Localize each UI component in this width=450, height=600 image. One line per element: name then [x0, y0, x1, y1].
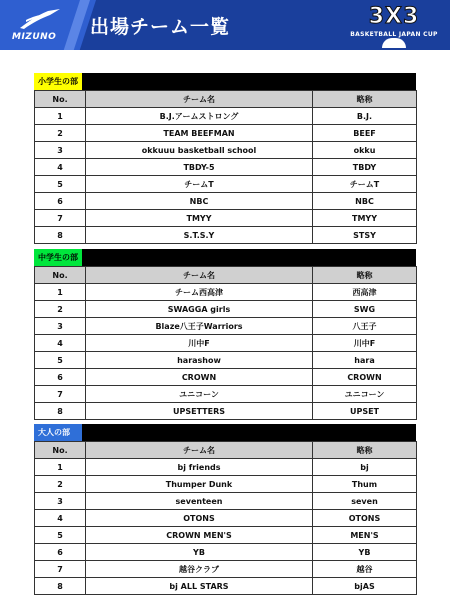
row-team-name: seventeen — [86, 493, 313, 510]
row-short-name: 八王子 — [313, 318, 417, 335]
section-adult — [34, 424, 416, 595]
column-short-header: 略称 — [313, 442, 417, 459]
row-team-name: okkuuu basketball school — [86, 142, 313, 159]
row-team-name: 越谷クラブ — [86, 561, 313, 578]
column-name-header: チーム名 — [86, 91, 313, 108]
table-row — [35, 386, 417, 403]
row-no: 6 — [35, 544, 86, 561]
column-no-header: No. — [35, 91, 86, 108]
row-short-name: CROWN — [313, 369, 417, 386]
column-no-header: No. — [35, 442, 86, 459]
row-team-name: B.J.アームストロング — [86, 108, 313, 125]
team-table — [34, 266, 417, 420]
row-short-name: UPSET — [313, 403, 417, 420]
row-short-name: okku — [313, 142, 417, 159]
row-no: 7 — [35, 561, 86, 578]
row-short-name: bj — [313, 459, 417, 476]
table-row — [35, 227, 417, 244]
table-row — [35, 142, 417, 159]
row-team-name: SWAGGA girls — [86, 301, 313, 318]
row-short-name: 西高津 — [313, 284, 417, 301]
table-row — [35, 369, 417, 386]
section-header — [34, 424, 416, 441]
page-header — [0, 0, 450, 50]
section-label: 小学生の部 — [34, 73, 82, 90]
column-no-header: No. — [35, 267, 86, 284]
section-label: 中学生の部 — [34, 249, 82, 266]
row-team-name: S.T.S.Y — [86, 227, 313, 244]
row-no: 3 — [35, 318, 86, 335]
row-team-name: 川中F — [86, 335, 313, 352]
table-row — [35, 193, 417, 210]
row-team-name: ユニコーン — [86, 386, 313, 403]
row-no: 6 — [35, 369, 86, 386]
row-team-name: OTONS — [86, 510, 313, 527]
table-row — [35, 561, 417, 578]
table-row — [35, 176, 417, 193]
table-row — [35, 284, 417, 301]
row-no: 8 — [35, 227, 86, 244]
section-label: 大人の部 — [34, 424, 82, 441]
row-no: 1 — [35, 284, 86, 301]
row-short-name: OTONS — [313, 510, 417, 527]
row-short-name: Thum — [313, 476, 417, 493]
row-short-name: ユニコーン — [313, 386, 417, 403]
row-no: 3 — [35, 142, 86, 159]
row-short-name: TMYY — [313, 210, 417, 227]
row-team-name: TBDY-5 — [86, 159, 313, 176]
table-row — [35, 318, 417, 335]
row-short-name: YB — [313, 544, 417, 561]
row-team-name: チーム西高津 — [86, 284, 313, 301]
row-no: 5 — [35, 527, 86, 544]
row-team-name: bj ALL STARS — [86, 578, 313, 595]
table-row — [35, 493, 417, 510]
row-no: 1 — [35, 108, 86, 125]
row-team-name: YB — [86, 544, 313, 561]
page-title: 出場チーム一覧 — [90, 16, 231, 38]
row-team-name: CROWN MEN'S — [86, 527, 313, 544]
row-no: 7 — [35, 210, 86, 227]
row-short-name: B.J. — [313, 108, 417, 125]
row-short-name: NBC — [313, 193, 417, 210]
row-no: 4 — [35, 159, 86, 176]
row-no: 2 — [35, 301, 86, 318]
table-row — [35, 476, 417, 493]
row-no: 2 — [35, 476, 86, 493]
row-short-name: チームT — [313, 176, 417, 193]
row-team-name: CROWN — [86, 369, 313, 386]
row-no: 1 — [35, 459, 86, 476]
table-row — [35, 578, 417, 595]
section-header — [34, 73, 416, 90]
column-name-header: チーム名 — [86, 442, 313, 459]
row-short-name: STSY — [313, 227, 417, 244]
table-row — [35, 301, 417, 318]
table-row — [35, 527, 417, 544]
row-team-name: TEAM BEEFMAN — [86, 125, 313, 142]
table-row — [35, 125, 417, 142]
row-team-name: bj friends — [86, 459, 313, 476]
runbird-icon — [18, 8, 62, 30]
table-row — [35, 403, 417, 420]
row-no: 4 — [35, 510, 86, 527]
row-short-name: bjAS — [313, 578, 417, 595]
row-short-name: seven — [313, 493, 417, 510]
team-table — [34, 441, 417, 595]
table-row — [35, 335, 417, 352]
row-no: 5 — [35, 176, 86, 193]
row-no: 4 — [35, 335, 86, 352]
row-team-name: NBC — [86, 193, 313, 210]
row-short-name: SWG — [313, 301, 417, 318]
row-no: 8 — [35, 403, 86, 420]
row-short-name: MEN'S — [313, 527, 417, 544]
brand-name: MIZUNO — [12, 32, 57, 42]
table-row — [35, 352, 417, 369]
column-name-header: チーム名 — [86, 267, 313, 284]
row-team-name: harashow — [86, 352, 313, 369]
row-no: 6 — [35, 193, 86, 210]
cup-logo-mark: 3X3 — [368, 4, 420, 29]
column-short-header: 略称 — [313, 91, 417, 108]
row-team-name: TMYY — [86, 210, 313, 227]
table-row — [35, 108, 417, 125]
row-team-name: Thumper Dunk — [86, 476, 313, 493]
column-short-header: 略称 — [313, 267, 417, 284]
cup-logo — [344, 4, 444, 48]
table-row — [35, 459, 417, 476]
row-short-name: 川中F — [313, 335, 417, 352]
row-no: 2 — [35, 125, 86, 142]
row-no: 5 — [35, 352, 86, 369]
section-elementary — [34, 73, 416, 244]
row-team-name: Blaze八王子Warriors — [86, 318, 313, 335]
row-short-name: 越谷 — [313, 561, 417, 578]
mizuno-logo — [6, 8, 76, 42]
row-short-name: hara — [313, 352, 417, 369]
row-no: 8 — [35, 578, 86, 595]
table-row — [35, 210, 417, 227]
cup-logo-subtitle: BASKETBALL JAPAN CUP — [350, 31, 438, 38]
section-header — [34, 249, 416, 266]
row-no: 3 — [35, 493, 86, 510]
table-row — [35, 544, 417, 561]
table-row — [35, 159, 417, 176]
table-header-row — [35, 91, 417, 108]
table-row — [35, 510, 417, 527]
row-team-name: UPSETTERS — [86, 403, 313, 420]
row-no: 7 — [35, 386, 86, 403]
table-header-row — [35, 267, 417, 284]
team-table — [34, 90, 417, 244]
section-junior-high — [34, 249, 416, 420]
row-team-name: チームT — [86, 176, 313, 193]
basketball-icon — [382, 38, 406, 48]
row-short-name: TBDY — [313, 159, 417, 176]
table-header-row — [35, 442, 417, 459]
row-short-name: BEEF — [313, 125, 417, 142]
